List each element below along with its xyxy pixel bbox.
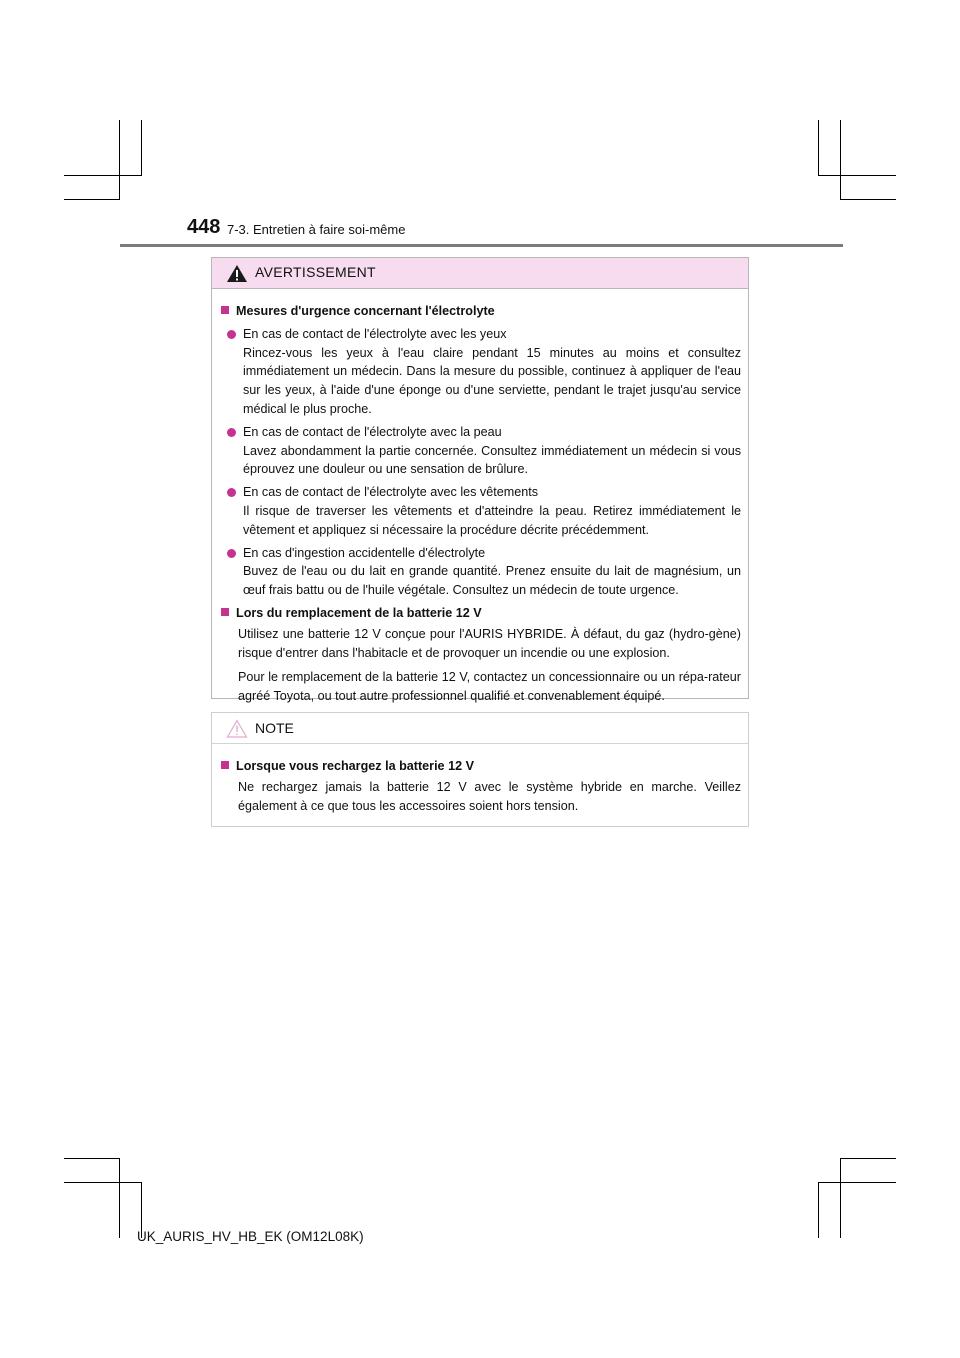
item-title: En cas de contact de l'électrolyte avec les vêtements [243,485,539,500]
list-item [221,423,741,479]
note-body [212,744,748,815]
item-text: Il risque de traverser les vêtements et d'atteindre la peau. Retirez immédiatement le vêtement et appliquez si nécessaire la procédure décrite précédemment. [243,503,741,537]
crop-mark [119,1158,120,1238]
square-bullet-icon [221,608,229,616]
paragraph: Pour le remplacement de la batterie 12 V, contactez un concessionnaire ou un répa-rateur agréé Toyota, ou tout autre professionnel qualifié et convenablement équipé. [238,670,741,704]
warning-heading-text: Lors du remplacement de la batterie 12 V [236,605,482,620]
page-number: 448 [187,216,221,238]
crop-mark [64,1158,120,1159]
item-text: Buvez de l'eau ou du lait en grande quantité. Prenez ensuite du lait de magnésium, un œuf frais battu ou de l'huile végétale. Consultez un médecin de toute urgence. [243,564,741,598]
square-bullet-icon [221,306,229,314]
round-bullet-icon [227,428,236,437]
footer-code: UK_AURIS_HV_HB_EK (OM12L08K) [137,1229,364,1244]
warning-triangle-icon [226,264,248,283]
crop-mark [840,199,896,200]
crop-mark [64,1182,142,1183]
warning-header [212,258,748,289]
header-rule [120,244,843,247]
round-bullet-icon [227,549,236,558]
caution-triangle-icon [226,719,248,738]
warning-box [211,257,749,704]
warning-heading [221,302,741,321]
round-bullet-icon [227,488,236,497]
square-bullet-icon [221,761,229,769]
crop-mark [840,1158,896,1159]
note-header [212,713,748,744]
section-title: 7-3. Entretien à faire soi-même [227,222,406,237]
item-text: Lavez abondamment la partie concernée. Consultez immédiatement un médecin si vous éprouvez une douleur ou une sensation de brûlure. [243,443,741,477]
warning-body [212,289,748,706]
item-title: En cas de contact de l'électrolyte avec la peau [243,424,502,439]
crop-mark [141,120,142,175]
note-heading-text: Lorsque vous rechargez la batterie 12 V [236,759,474,773]
paragraph: Ne rechargez jamais la batterie 12 V avec le système hybride en marche. Veillez également à ce que tous les accessoires soient hors tension. [238,779,741,813]
warning-heading-text: Mesures d'urgence concernant l'électrolyte [236,304,495,318]
crop-mark [840,120,841,200]
note-heading [221,757,741,776]
paragraph: Utilisez une batterie 12 V conçue pour l'AURIS HYBRIDE. À défaut, du gaz (hydro-gène) risque d'entrer dans l'habitacle et de provoquer un incendie ou une explosion. [238,626,741,660]
item-text: Rincez-vous les yeux à l'eau claire pendant 15 minutes au moins et consultez immédiatement un médecin. Dans la mesure du possible, continuez à appliquer de l'eau sur les yeux, à l'aide d'une éponge ou d'une serviette, pendant le trajet jusqu'au service médical le plus proche. [243,345,741,416]
note-title: NOTE [255,720,294,736]
crop-mark [64,199,120,200]
round-bullet-icon [227,330,236,339]
list-item [221,544,741,600]
item-title: En cas d'ingestion accidentelle d'électrolyte [243,545,486,560]
crop-mark [818,120,819,176]
crop-mark [119,120,120,200]
item-title: En cas de contact de l'électrolyte avec les yeux [243,326,507,341]
crop-mark [818,1183,819,1238]
crop-mark [818,1182,896,1183]
crop-mark [840,1158,841,1238]
crop-mark [818,175,896,176]
warning-heading [221,604,741,623]
warning-title: AVERTISSEMENT [255,264,376,280]
list-item [221,483,741,539]
note-box [211,712,749,827]
crop-mark [64,175,142,176]
list-item [221,325,741,419]
